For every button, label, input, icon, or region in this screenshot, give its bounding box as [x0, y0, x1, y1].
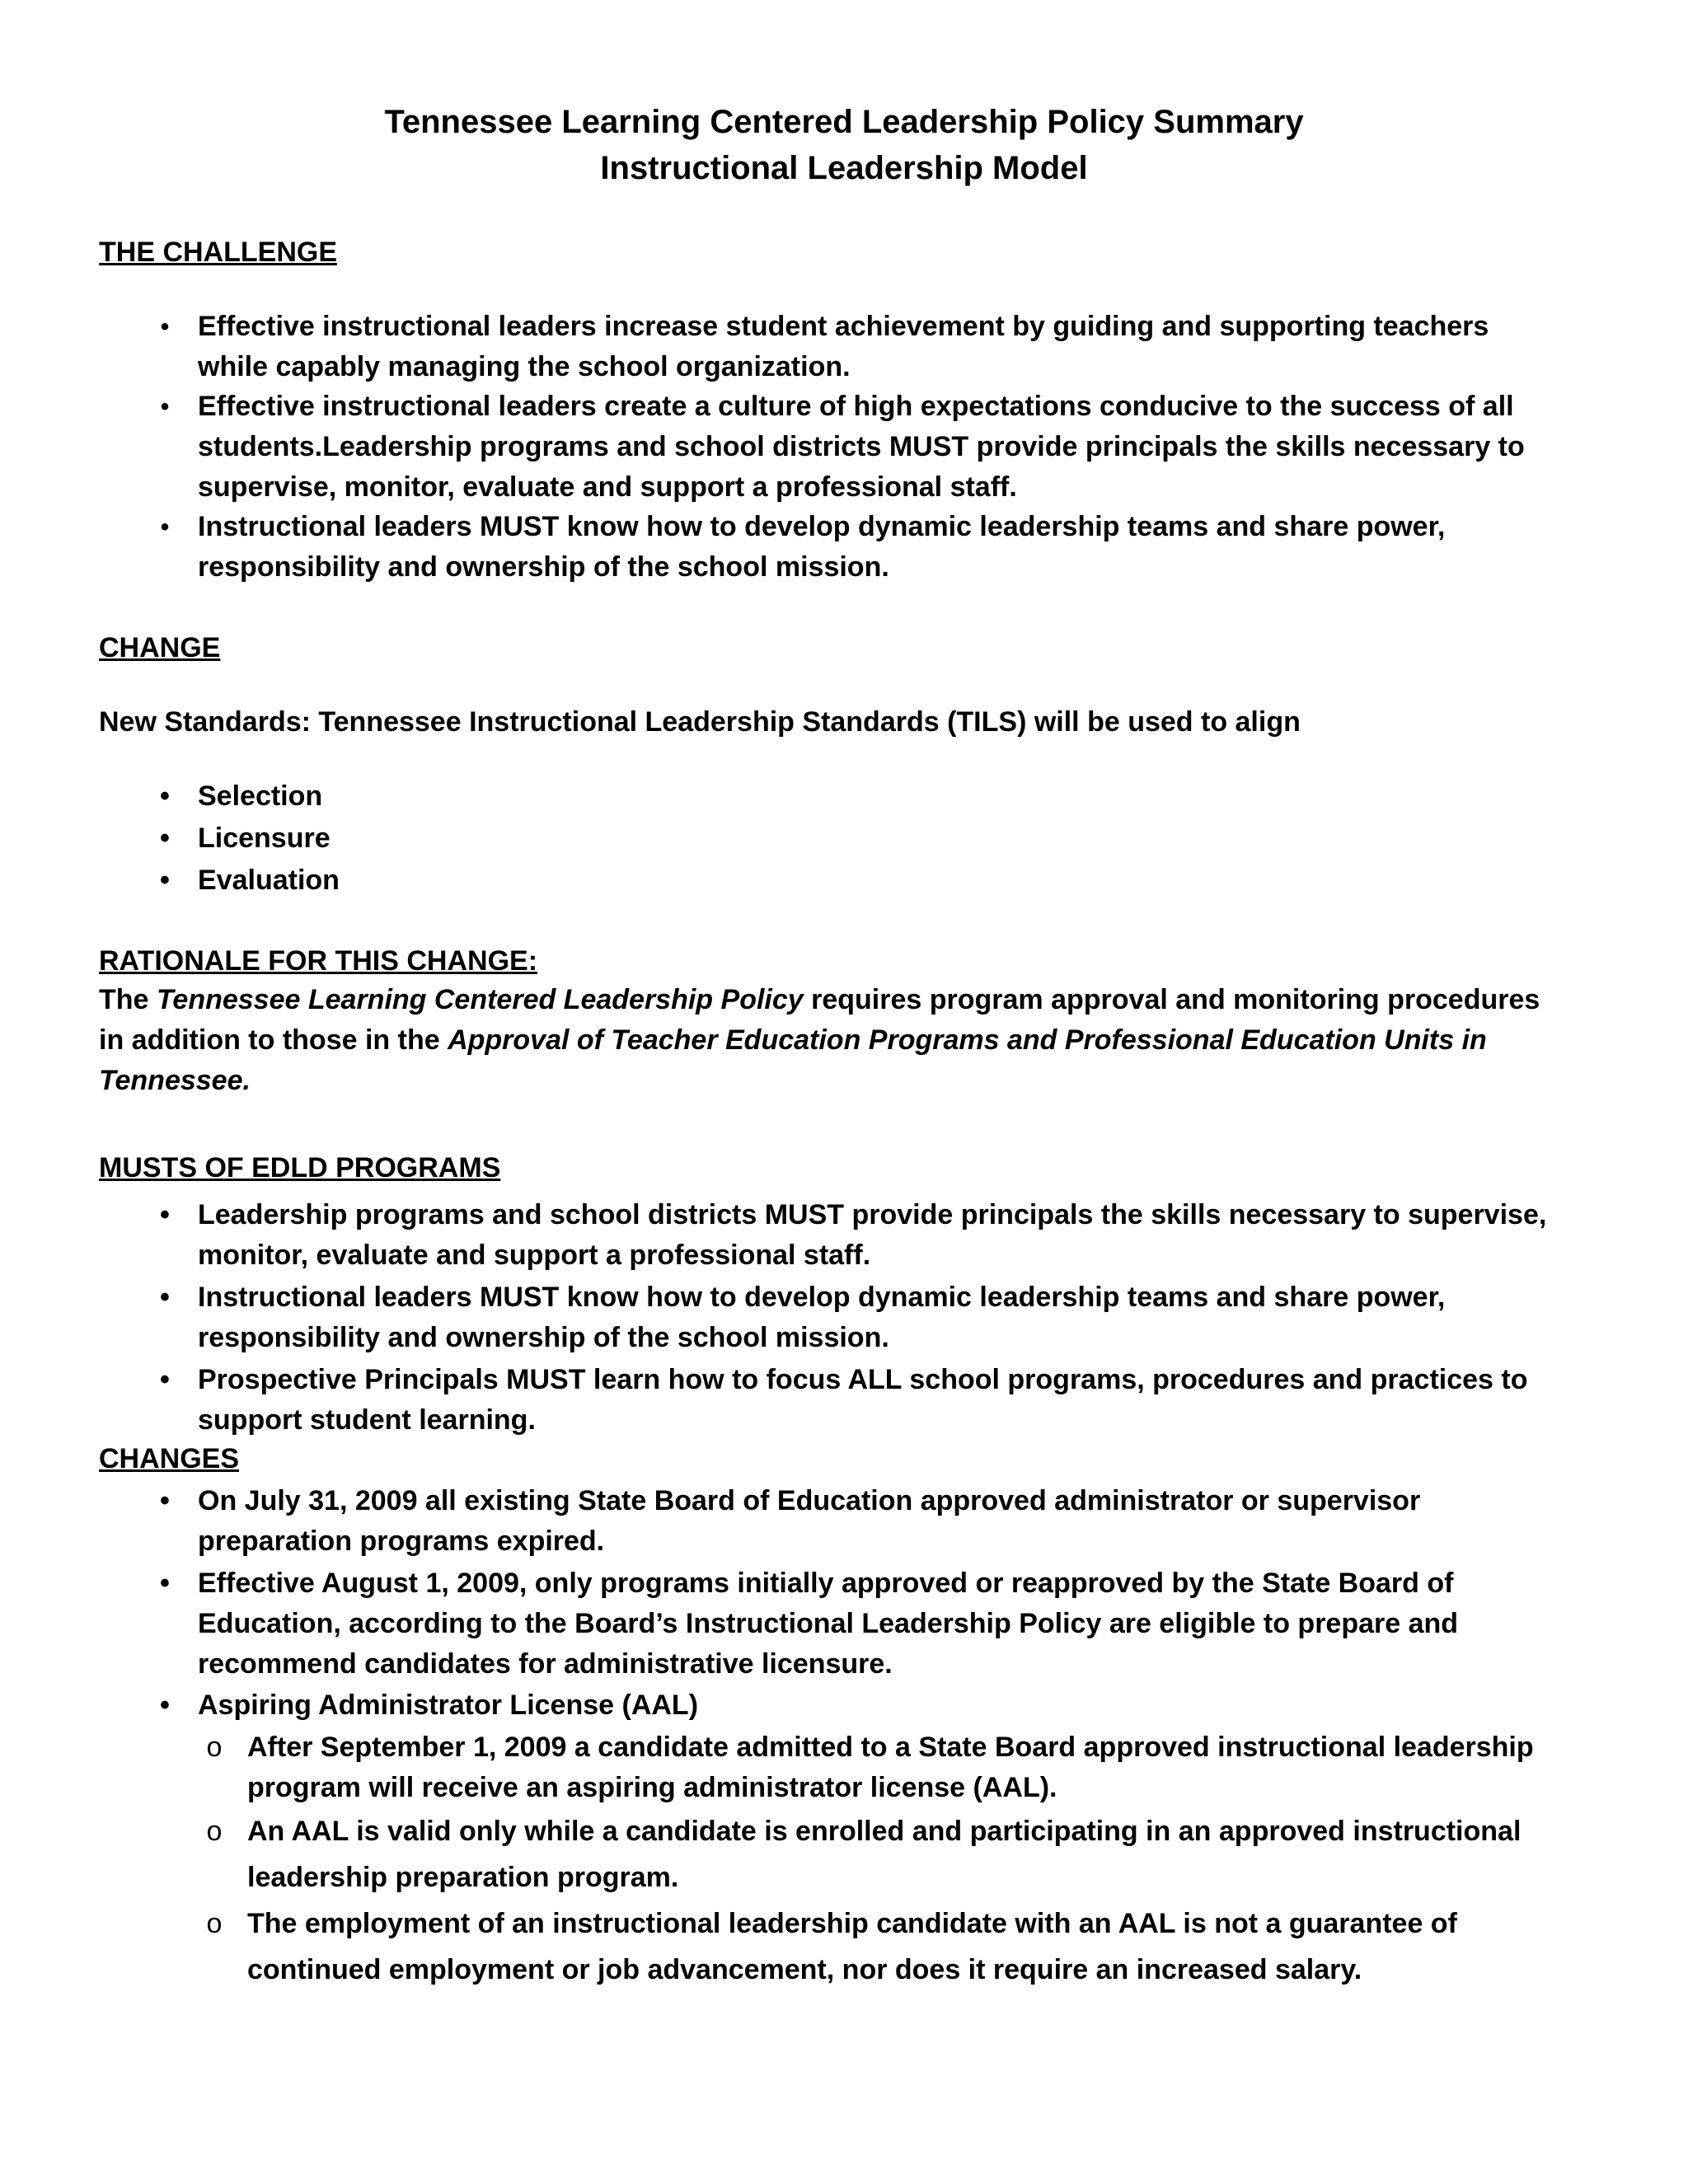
challenge-heading: THE CHALLENGE: [99, 237, 337, 268]
bullet-mark: •: [160, 1282, 170, 1313]
musts-heading: MUSTS OF EDLD PROGRAMS: [99, 1152, 501, 1183]
title-line-1: Tennessee Learning Centered Leadership Policy Summary: [384, 104, 1304, 140]
item-line: Instructional leaders MUST know how to develop dynamic leadership teams and share power,: [198, 1282, 1446, 1313]
item-line: Instructional leaders MUST know how to develop dynamic leadership teams and share power,: [198, 511, 1446, 542]
item-line: continued employment or job advancement, nor does it require an increased salary.: [247, 1954, 1362, 1985]
item-line: Education, according to the Board’s Instructional Leadership Policy are eligible to prepare and: [198, 1608, 1459, 1639]
item-text: Licensure: [198, 823, 331, 854]
item-line: responsibility and ownership of the school mission.: [198, 1322, 889, 1353]
rationale-text: The: [99, 984, 157, 1015]
item-line: responsibility and ownership of the school mission.: [198, 551, 889, 583]
title-line-2: Instructional Leadership Model: [600, 150, 1088, 186]
item-line: supervise, monitor, evaluate and support a professional staff.: [198, 471, 1017, 503]
item-line: recommend candidates for administrative licensure.: [198, 1648, 893, 1680]
changes-heading: CHANGES: [99, 1443, 240, 1474]
item-text: Evaluation: [198, 865, 340, 896]
bullet-mark: •: [160, 780, 170, 812]
bullet-mark: •: [160, 865, 170, 896]
bullet-mark: •: [160, 393, 170, 420]
item-line: Effective instructional leaders increase student achievement by guiding and supporting teachers: [198, 311, 1489, 342]
sub-bullet-mark: o: [206, 1908, 223, 1939]
change-intro: New Standards: Tennessee Instructional Leadership Standards (TILS) will be used to align: [99, 706, 1301, 738]
change-heading: CHANGE: [99, 632, 221, 663]
item-line: monitor, evaluate and support a professional staff.: [198, 1240, 871, 1271]
item-line: support student learning.: [198, 1404, 536, 1436]
bullet-mark: •: [160, 1568, 170, 1599]
item-line: After September 1, 2009 a candidate admitted to a State Board approved instructional leadership: [247, 1732, 1534, 1763]
sub-bullet-mark: o: [206, 1732, 223, 1763]
item-line: The employment of an instructional leadership candidate with an AAL is not a guarantee of: [247, 1908, 1457, 1939]
bullet-mark: •: [160, 1199, 170, 1230]
bullet-mark: •: [160, 823, 170, 854]
item-line: Leadership programs and school districts MUST provide principals the skills necessary to supervise,: [198, 1199, 1547, 1230]
sub-bullet-mark: o: [206, 1816, 223, 1847]
bullet-mark: •: [160, 1364, 170, 1395]
policy-title: Tennessee Learning Centered Leadership Policy: [156, 984, 804, 1015]
approval-document-title: Approval of Teacher Education Programs and Professional Education Units in: [448, 1024, 1487, 1056]
item-line: leadership preparation program.: [247, 1862, 679, 1893]
item-text: Selection: [198, 780, 323, 812]
item-line: Aspiring Administrator License (AAL): [198, 1690, 699, 1721]
rationale-paragraph: [99, 980, 1582, 1101]
document-title: [0, 99, 1688, 191]
item-line: Prospective Principals MUST learn how to focus ALL school programs, procedures and practices to: [198, 1364, 1528, 1395]
item-line: On July 31, 2009 all existing State Board of Education approved administrator or supervisor: [198, 1485, 1421, 1516]
bullet-mark: •: [160, 313, 170, 340]
item-line: students.Leadership programs and school districts MUST provide principals the skills necessary to: [198, 431, 1525, 462]
rationale-heading: RATIONALE FOR THIS CHANGE:: [99, 945, 538, 977]
bullet-mark: •: [160, 1485, 170, 1516]
item-line: while capably managing the school organization.: [198, 351, 851, 382]
bullet-mark: •: [160, 513, 170, 541]
rationale-text: requires program approval and monitoring procedures: [803, 984, 1540, 1015]
approval-document-title-end: Tennessee.: [99, 1065, 251, 1096]
bullet-mark: •: [160, 1690, 170, 1721]
rationale-text: in addition to those in the: [99, 1024, 448, 1056]
item-line: preparation programs expired.: [198, 1526, 605, 1557]
item-line: Effective August 1, 2009, only programs initially approved or reapproved by the State Board of: [198, 1568, 1454, 1599]
item-line: Effective instructional leaders create a culture of high expectations conducive to the success of all: [198, 391, 1514, 422]
item-line: An AAL is valid only while a candidate is enrolled and participating in an approved instructional: [247, 1816, 1522, 1847]
item-line: program will receive an aspiring administrator license (AAL).: [247, 1772, 1057, 1803]
